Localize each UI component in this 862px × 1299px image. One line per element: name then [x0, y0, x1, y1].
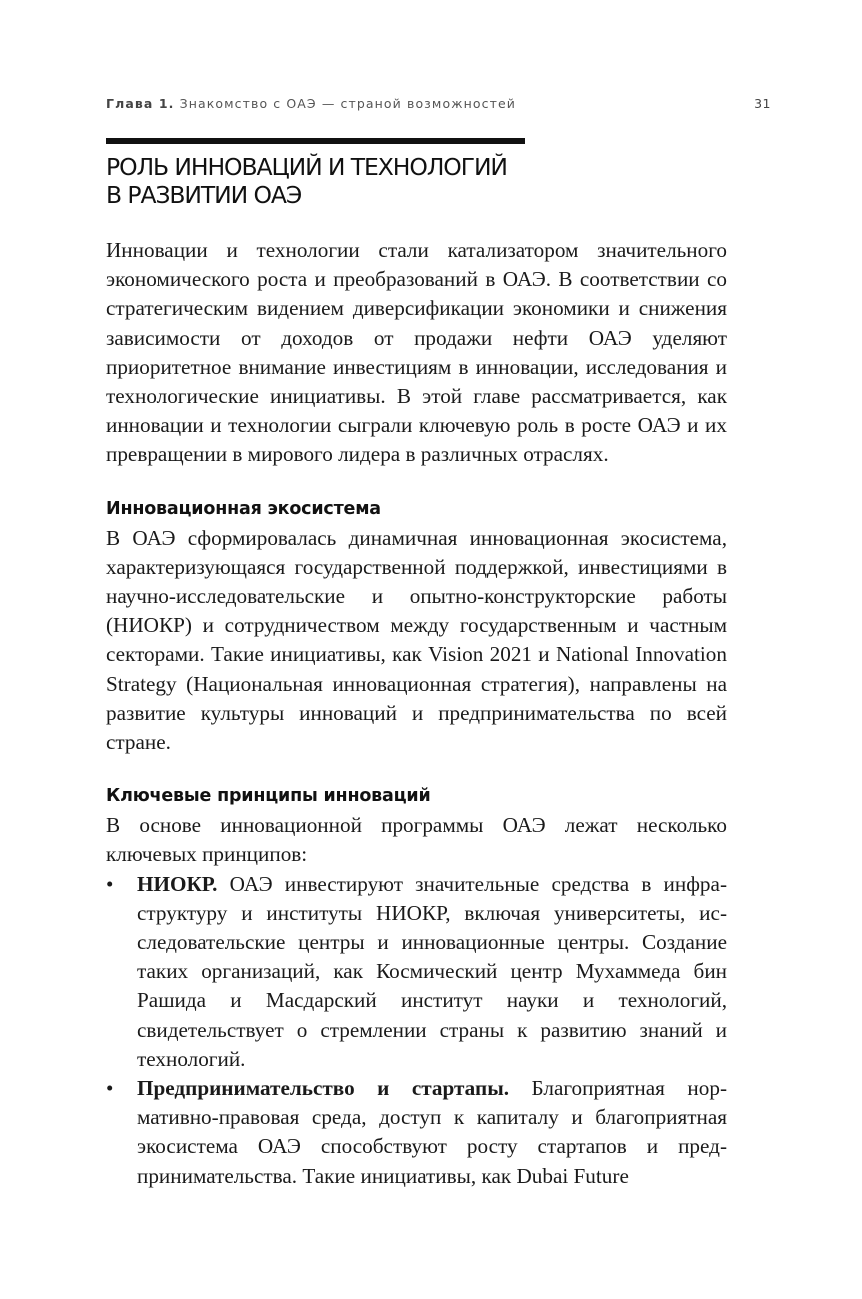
ecosystem-heading: Инновационная экосистема [106, 498, 381, 519]
principles-list [106, 870, 727, 1191]
chapter-title: Знакомство с ОАЭ — страной возможностей [179, 96, 516, 111]
running-header [106, 96, 771, 111]
chapter-label: Глава 1. [106, 96, 175, 111]
list-item-text: ОАЭ инвестируют значительные средства в инфраструктуру и институты НИОКР, включая университеты, исследовательские центры и инновационные центры. Создание таких организаций, как Космический центр Мухаммеда бин Рашида и Масдарский институт науки и технологий, свидетельствует о стремлении страны к развитию знаний и технологий. [137, 871, 727, 1071]
list-item-text: Благоприятная нормативно-правовая среда, доступ к капиталу и благоприятная экосистема ОАЭ способствуют росту стартапов и предпринимательства. Такие инициативы, как Dubai Future [137, 1076, 727, 1188]
list-item-term: НИОКР. [137, 871, 218, 896]
principles-intro: В основе инновационной программы ОАЭ лежат несколько ключевых принципов: [106, 813, 727, 867]
list-item [106, 870, 727, 1074]
section-title-line-2: В РАЗВИТИИ ОАЭ [106, 181, 302, 209]
page-body [106, 236, 727, 1191]
section-title-line-1: РОЛЬ ИННОВАЦИЙ И ТЕХНОЛОГИЙ [106, 153, 507, 181]
bullet-icon: • [106, 871, 114, 896]
bullet-icon: • [106, 1076, 114, 1101]
section-title [106, 153, 666, 209]
page-number: 31 [754, 96, 771, 111]
spacer [106, 470, 727, 495]
list-item [106, 1074, 727, 1191]
section-rule [106, 138, 525, 144]
ecosystem-paragraph: В ОАЭ сформировалась динамичная инновационная экосистема, характеризующаяся государственной поддержкой, инвестициями в научно-исследовательские и опытно-конструкторские работы (НИОКР) и сотрудничеством между государственным и частным секторами. Такие инициативы, как Vision 2021 и National Innovation Strategy (Национальная инновационная стратегия), направлены на развитие культуры инноваций и предпринимательства по всей стране. [106, 525, 727, 755]
list-item-term: Предпринимательство и стартапы. [137, 1076, 510, 1101]
principles-heading: Ключевые принципы инноваций [106, 786, 431, 807]
intro-paragraph: Инновации и технологии стали катализатором значительного экономического роста и преобразований в ОАЭ. В соответствии со стратегическим видением диверсификации экономики и снижения зависимости от доходов от продажи нефти ОАЭ уделяют приоритетное внимание инвестициям в инновации, исследования и технологические инициативы. В этой главе рассматривается, как инновации и технологии сыграли ключевую роль в росте ОАЭ и их превращении в мирового лидера в различных отраслях. [106, 238, 727, 467]
spacer [106, 757, 727, 782]
